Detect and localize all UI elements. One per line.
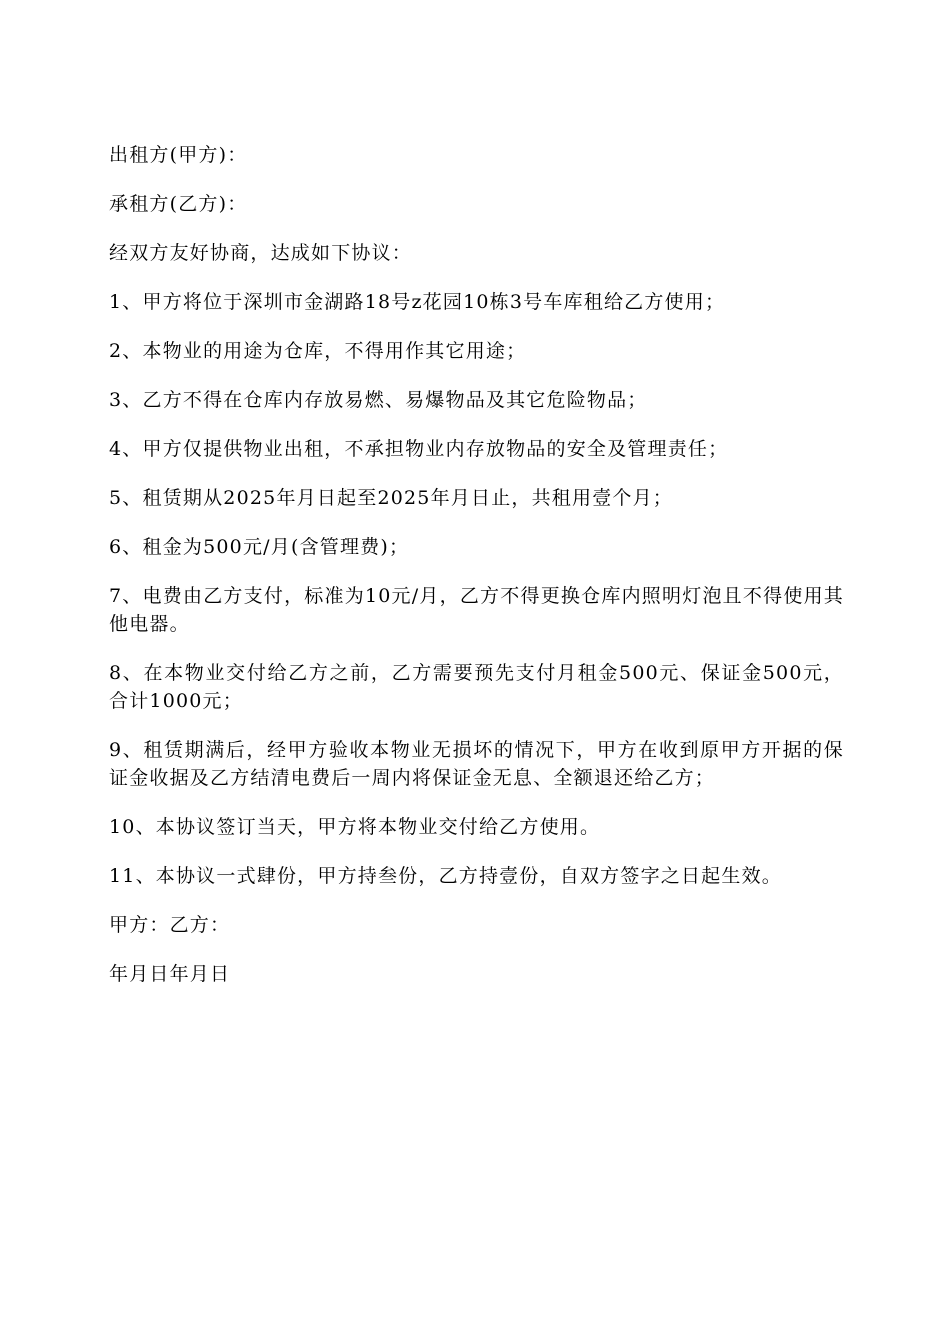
clause-11: 11、本协议一式肆份，甲方持叁份，乙方持壹份，自双方签字之日起生效。 bbox=[109, 865, 782, 887]
clause-6: 6、租金为500元/月(含管理费)； bbox=[109, 536, 410, 558]
clause-3: 3、乙方不得在仓库内存放易燃、易爆物品及其它危险物品； bbox=[109, 389, 648, 411]
clause-5: 5、租赁期从2025年月日起至2025年月日止，共租用壹个月； bbox=[109, 487, 673, 509]
signature-parties-line: 甲方：乙方： bbox=[109, 914, 231, 936]
lessee-line: 承租方(乙方)： bbox=[109, 193, 248, 215]
clause-10: 10、本协议签订当天，甲方将本物业交付给乙方使用。 bbox=[109, 816, 601, 838]
signature-date-line: 年月日年月日 bbox=[109, 963, 231, 985]
lessor-line: 出租方(甲方)： bbox=[109, 144, 248, 166]
clause-8: 8、在本物业交付给乙方之前，乙方需要预先支付月租金500元、保证金500元，合计1000元； bbox=[109, 662, 844, 712]
agreement-intro: 经双方友好协商，达成如下协议： bbox=[109, 242, 413, 264]
clause-2: 2、本物业的用途为仓库，不得用作其它用途； bbox=[109, 340, 527, 362]
clause-1: 1、甲方将位于深圳市金湖路18号z花园10栋3号车库租给乙方使用； bbox=[109, 291, 726, 313]
lease-agreement-body bbox=[109, 141, 844, 1009]
clause-9: 9、租赁期满后，经甲方验收本物业无损坏的情况下，甲方在收到原甲方开据的保证金收据及乙方结清电费后一周内将保证金无息、全额退还给乙方； bbox=[109, 739, 844, 789]
clause-4: 4、甲方仅提供物业出租，不承担物业内存放物品的安全及管理责任； bbox=[109, 438, 729, 460]
clause-7: 7、电费由乙方支付，标准为10元/月，乙方不得更换仓库内照明灯泡且不得使用其他电器。 bbox=[109, 585, 844, 635]
